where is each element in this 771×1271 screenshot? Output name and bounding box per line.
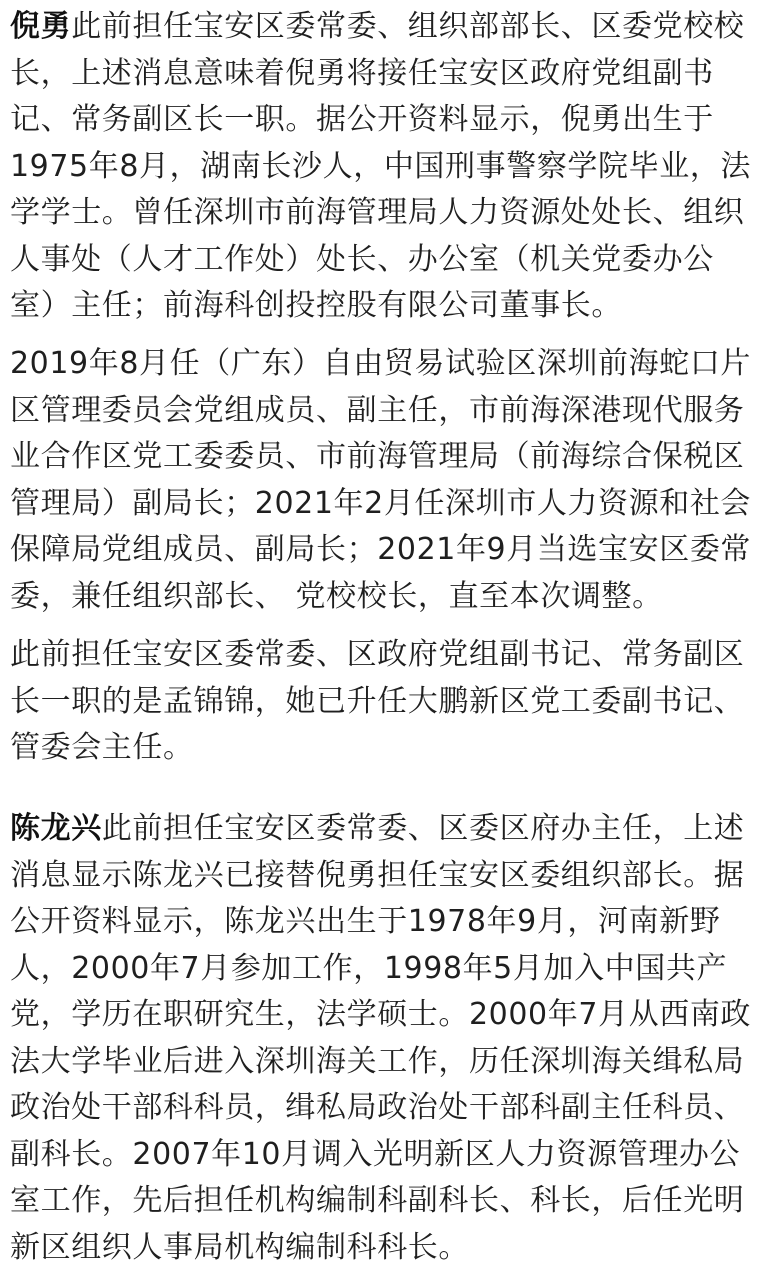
text-line: 委，兼任组织部长、 党校校长，直至本次调整。 bbox=[10, 574, 765, 621]
paragraph-ni-yong bbox=[10, 4, 765, 330]
text-line: 人，2000年7月参加工作，1998年5月加入中国共产 bbox=[10, 946, 765, 993]
person-name-ni-yong: 倪勇 bbox=[10, 9, 71, 44]
text-line: 管理局）副局长；2021年2月任深圳市人力资源和社会 bbox=[10, 481, 765, 528]
text-line: 1975年8月，湖南长沙人，中国刑事警察学院毕业，法 bbox=[10, 144, 765, 191]
paragraph-meng-jinjin bbox=[10, 632, 765, 772]
text-line: 学学士。曾任深圳市前海管理局人力资源处处长、组织 bbox=[10, 190, 765, 237]
text-line: 陈龙兴此前担任宝安区委常委、区委区府办主任，上述 bbox=[10, 806, 765, 853]
text-line: 室工作，先后担任机构编制科副科长、科长，后任光明 bbox=[10, 1178, 765, 1225]
text-line: 长一职的是孟锦锦，她已升任大鹏新区党工委副书记、 bbox=[10, 679, 765, 726]
text-line: 管委会主任。 bbox=[10, 725, 765, 772]
text-line: 区管理委员会党组成员、副主任，市前海深港现代服务 bbox=[10, 388, 765, 435]
text-line: 党，学历在职研究生，法学硕士。2000年7月从西南政 bbox=[10, 992, 765, 1039]
text-line: 人事处（人才工作处）处长、办公室（机关党委办公 bbox=[10, 237, 765, 284]
text-line: 保障局党组成员、副局长；2021年9月当选宝安区委常 bbox=[10, 527, 765, 574]
text-line: 新区组织人事局机构编制科科长。 bbox=[10, 1225, 765, 1271]
text-line: 记、常务副区长一职。据公开资料显示，倪勇出生于 bbox=[10, 97, 765, 144]
text-line: 长，上述消息意味着倪勇将接任宝安区政府党组副书 bbox=[10, 51, 765, 98]
text-line: 政治处干部科科员，缉私局政治处干部科副主任科员、 bbox=[10, 1085, 765, 1132]
text-line: 消息显示陈龙兴已接替倪勇担任宝安区委组织部长。据 bbox=[10, 853, 765, 900]
paragraph-ni-yong-career bbox=[10, 341, 765, 620]
text-line: 法大学毕业后进入深圳海关工作，历任深圳海关缉私局 bbox=[10, 1039, 765, 1086]
text-line: 2019年8月任（广东）自由贸易试验区深圳前海蛇口片 bbox=[10, 341, 765, 388]
text-line: 倪勇此前担任宝安区委常委、组织部部长、区委党校校 bbox=[10, 4, 765, 51]
text-line: 业合作区党工委委员、市前海管理局（前海综合保税区 bbox=[10, 434, 765, 481]
paragraph-chen-longxing bbox=[10, 806, 765, 1271]
text-line: 公开资料显示，陈龙兴出生于1978年9月，河南新野 bbox=[10, 899, 765, 946]
text-line: 室）主任；前海科创投控股有限公司董事长。 bbox=[10, 283, 765, 330]
text-line: 此前担任宝安区委常委、区政府党组副书记、常务副区 bbox=[10, 632, 765, 679]
person-name-chen-longxing: 陈龙兴 bbox=[10, 811, 102, 846]
text-line: 副科长。2007年10月调入光明新区人力资源管理办公 bbox=[10, 1132, 765, 1179]
